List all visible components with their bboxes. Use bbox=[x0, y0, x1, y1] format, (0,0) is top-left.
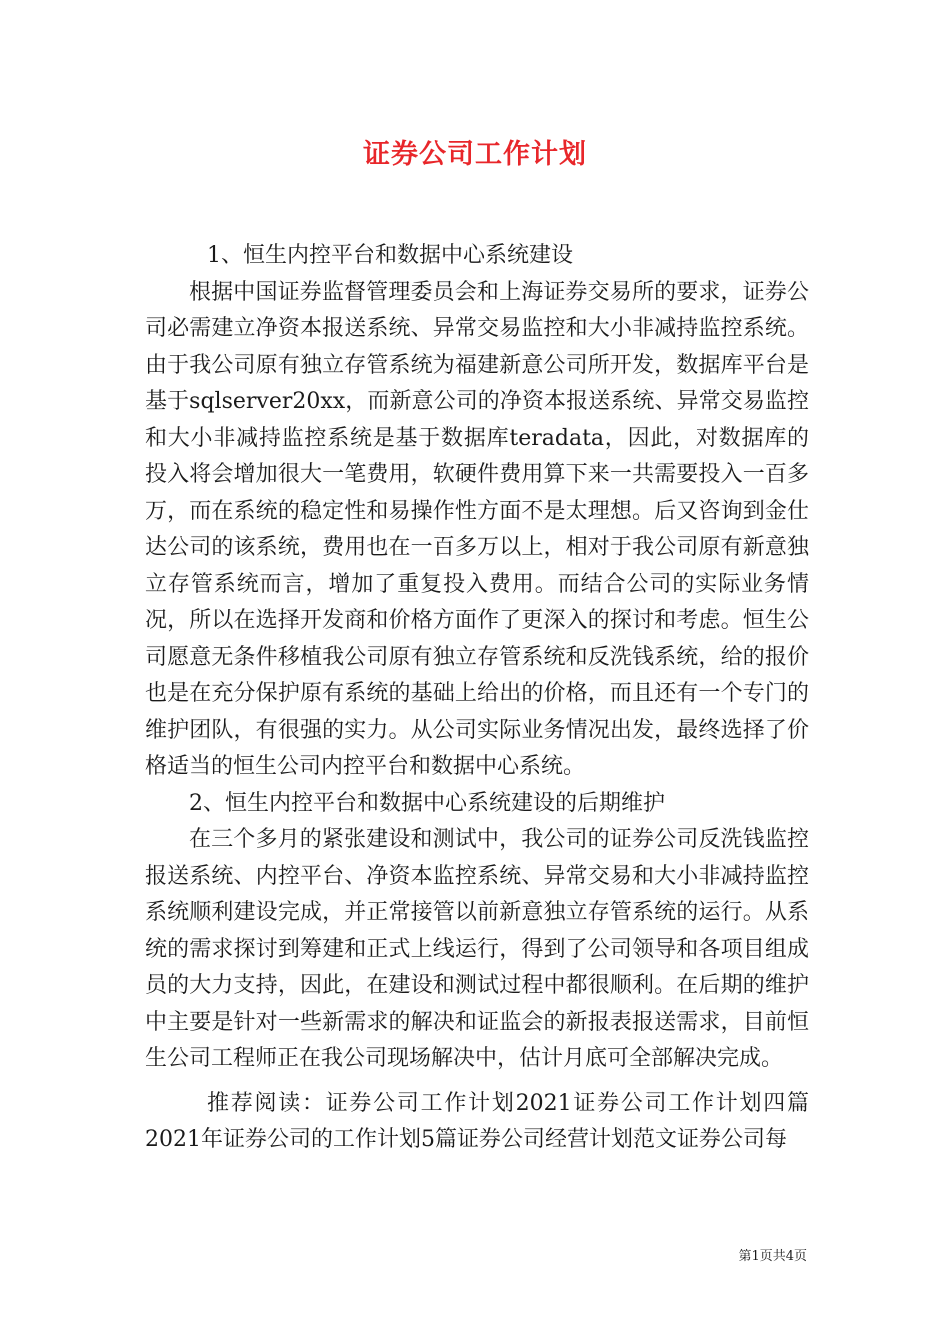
document-body bbox=[145, 238, 809, 1159]
recommended-reading: 推荐阅读：证券公司工作计划2021证券公司工作计划四篇2021年证券公司的工作计划5篇证券公司经营计划范文证券公司每 bbox=[145, 1090, 809, 1152]
section-heading-2: 2、恒生内控平台和数据中心系统建设的后期维护 bbox=[189, 790, 665, 816]
section-paragraph-2: 在三个多月的紧张建设和测试中，我公司的证券公司反洗钱监控报送系统、内控平台、净资本监控系统、异常交易和大小非减持监控系统顺利建设完成，并正常接管以前新意独立存管系统的运行。从系统的需求探讨到筹建和正式上线运行，得到了公司领导和各项目组成员的大力支持，因此，在建设和测试过程中都很顺利。在后期的维护中主要是针对一些新需求的解决和证监会的新报表报送需求，目前恒生公司工程师正在我公司现场解决中，估计月底可全部解决完成。 bbox=[145, 827, 809, 1071]
section-paragraph-1: 根据中国证券监督管理委员会和上海证券交易所的要求，证券公司必需建立净资本报送系统、异常交易监控和大小非减持监控系统。由于我公司原有独立存管系统为福建新意公司所开发，数据库平台是基于sqlserver20xx，而新意公司的净资本报送系统、异常交易监控和大小非减持监控系统是基于数据库teradata，因此，对数据库的投入将会增加很大一笔费用，软硬件费用算下来一共需要投入一百多万，而在系统的稳定性和易操作性方面不是太理想。后又咨询到金仕达公司的该系统，费用也在一百多万以上，相对于我公司原有新意独立存管系统而言，增加了重复投入费用。而结合公司的实际业务情况，所以在选择开发商和价格方面作了更深入的探讨和考虑。恒生公司愿意无条件移植我公司原有独立存管系统和反洗钱系统，给的报价也是在充分保护原有系统的基础上给出的价格，而且还有一个专门的维护团队，有很强的实力。从公司实际业务情况出发，最终选择了价格适当的恒生公司内控平台和数据中心系统。 bbox=[145, 279, 809, 779]
document-title: 证券公司工作计划 bbox=[363, 139, 587, 170]
section-heading-1: 1、恒生内控平台和数据中心系统建设 bbox=[207, 243, 573, 268]
page-number-footer: 第1页共4页 bbox=[738, 1249, 807, 1264]
